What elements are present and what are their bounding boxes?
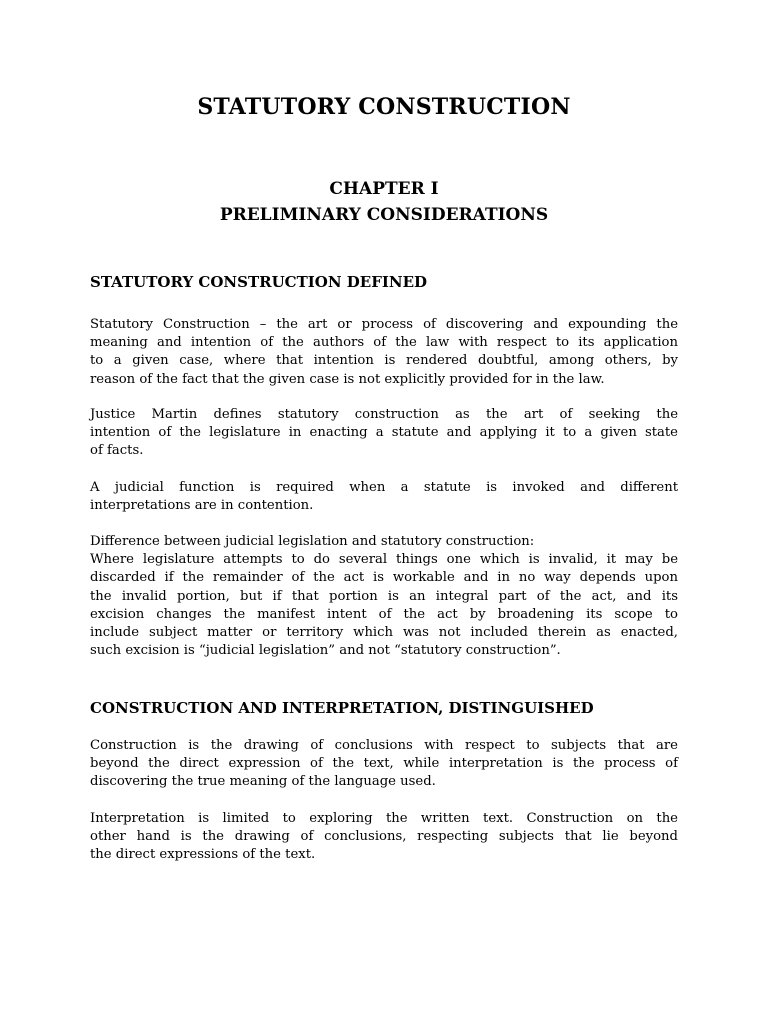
chapter-heading xyxy=(0,176,768,228)
text-line: beyond the direct expression of the text, while interpretation is the process of xyxy=(90,756,678,772)
section-heading-construction-and-interpretation: CONSTRUCTION AND INTERPRETATION, DISTINGUISHED xyxy=(90,699,594,717)
text-line: the invalid portion, but if that portion is an integral part of the act, and its xyxy=(90,588,678,604)
chapter-number: CHAPTER I xyxy=(329,179,439,199)
text-line: A judicial function is required when a statute is invoked and different xyxy=(90,480,678,495)
text-line: Where legislature attempts to do several things one which is invalid, it may be xyxy=(90,552,678,568)
text-line: intention of the legislature in enacting a statute and applying it to a given state xyxy=(90,425,678,441)
text-line: Statutory Construction – the art or process of discovering and expounding the xyxy=(90,317,678,332)
section-heading-statutory-construction-defined: STATUTORY CONSTRUCTION DEFINED xyxy=(90,273,428,291)
text-line: of facts. xyxy=(90,443,144,459)
paragraph-judicial-legislation xyxy=(90,533,678,660)
paragraph-justice-martin xyxy=(90,406,678,461)
text-line: Interpretation is limited to exploring the written text. Construction on the xyxy=(90,811,678,826)
text-line: such excision is “judicial legislation” and not “statutory construction”. xyxy=(90,643,561,659)
text-line: Justice Martin defines statutory construction as the art of seeking the xyxy=(90,407,678,422)
text-line: meaning and intention of the authors of the law with respect to its application xyxy=(90,335,678,351)
text-line: the direct expressions of the text. xyxy=(90,847,316,863)
text-line: discovering the true meaning of the language used. xyxy=(90,774,436,790)
text-line: interpretations are in contention. xyxy=(90,498,314,514)
paragraph-construction-drawing xyxy=(90,737,678,792)
text-line: Construction is the drawing of conclusions with respect to subjects that are xyxy=(90,738,678,753)
text-line: discarded if the remainder of the act is workable and in no way depends upon xyxy=(90,570,678,586)
document-title: STATUTORY CONSTRUCTION xyxy=(197,94,571,120)
chapter-title: PRELIMINARY CONSIDERATIONS xyxy=(219,205,549,225)
text-line: other hand is the drawing of conclusions, respecting subjects that lie beyond xyxy=(90,829,678,845)
paragraph-interpretation-limited xyxy=(90,810,678,865)
text-line: excision changes the manifest intent of the act by broadening its scope to xyxy=(90,606,678,622)
text-line: include subject matter or territory which was not included therein as enacted, xyxy=(90,625,678,641)
text-line: reason of the fact that the given case is not explicitly provided for in the law. xyxy=(90,371,605,387)
text-line: to a given case, where that intention is rendered doubtful, among others, by xyxy=(90,353,678,369)
paragraph-judicial-function xyxy=(90,479,678,515)
text-line: Difference between judicial legislation and statutory construction: xyxy=(90,534,535,549)
paragraph-definition xyxy=(90,316,678,389)
